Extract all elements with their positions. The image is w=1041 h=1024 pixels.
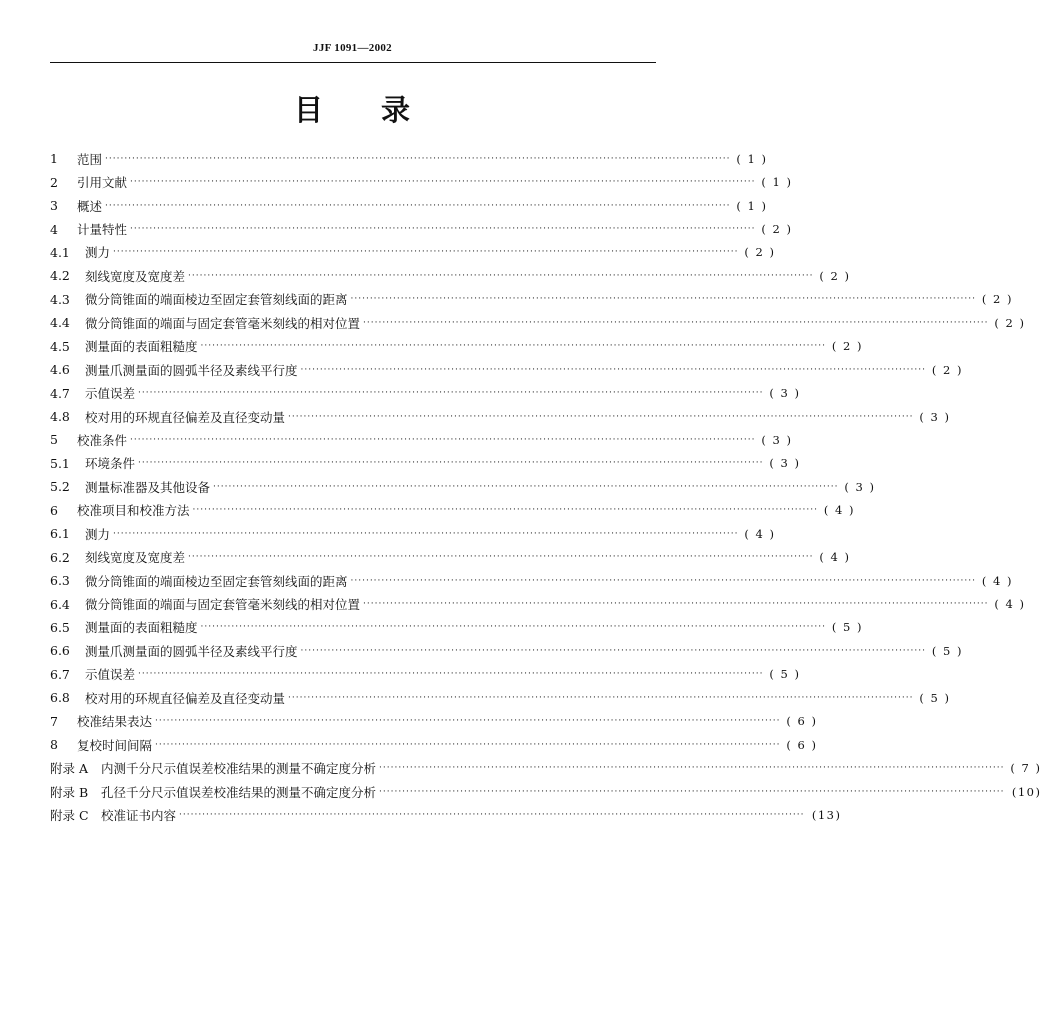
toc-number: 4.5 [50, 338, 70, 354]
toc-entry-5-2[interactable] [50, 475, 876, 498]
toc-leader-dots [201, 622, 826, 632]
toc-leader-dots [188, 552, 813, 562]
toc-leader-dots [351, 576, 976, 586]
toc-page-number: ( 5 ) [919, 690, 951, 705]
toc-number: 7 [50, 713, 58, 729]
toc-leader-dots [130, 224, 755, 234]
toc-label: 测量面的表面粗糙度 [85, 620, 198, 636]
toc-page-number: ( 6 ) [786, 714, 818, 729]
toc-leader-dots [105, 201, 730, 211]
toc-label: 微分筒锥面的端面与固定套管毫米刻线的相对位置 [85, 315, 361, 331]
toc-entry-4-4[interactable] [50, 311, 1026, 334]
toc-entry-4-2[interactable] [50, 264, 851, 287]
toc-label: 测量标准器及其他设备 [85, 479, 211, 495]
toc-entry-1[interactable] [50, 147, 768, 170]
toc-number: 4.6 [50, 362, 70, 378]
toc-page-number: ( 1 ) [736, 151, 768, 166]
toc-number: 5.2 [50, 479, 70, 495]
toc-label: 刻线宽度及宽度差 [85, 550, 186, 566]
toc-label: 示值误差 [85, 386, 136, 402]
toc-page-number: ( 4 ) [823, 503, 855, 518]
title-char-2: 录 [381, 93, 411, 127]
toc-label: 环境条件 [85, 456, 136, 472]
toc-page-number: ( 4 ) [994, 597, 1026, 612]
toc-entry-6-8[interactable] [50, 686, 951, 709]
toc-entry-5-1[interactable] [50, 452, 801, 475]
toc-leader-dots [138, 388, 763, 398]
table-of-contents [50, 147, 1041, 827]
toc-entry-6-1[interactable] [50, 522, 776, 545]
toc-leader-dots [138, 669, 763, 679]
toc-entry-2[interactable] [50, 170, 793, 193]
toc-page-number: (13) [811, 807, 842, 822]
toc-label: 校对用的环规直径偏差及直径变动量 [85, 409, 286, 425]
toc-label: 刻线宽度及宽度差 [85, 268, 186, 284]
toc-entry-7[interactable] [50, 710, 818, 733]
toc-leader-dots [288, 412, 913, 422]
toc-page-number: ( 5 ) [931, 643, 963, 658]
toc-entry-4-5[interactable] [50, 335, 863, 358]
toc-leader-dots [363, 318, 988, 328]
toc-label: 内测千分尺示值误差校准结果的测量不确定度分析 [101, 761, 377, 777]
toc-page-number: ( 4 ) [981, 573, 1013, 588]
toc-entry-4[interactable] [50, 217, 793, 240]
page-title [0, 92, 705, 132]
toc-number: 6 [50, 502, 58, 518]
toc-entry-6-5[interactable] [50, 616, 863, 639]
toc-label: 概述 [77, 198, 103, 214]
toc-page-number: ( 3 ) [919, 409, 951, 424]
toc-page-number: ( 1 ) [736, 198, 768, 213]
toc-label: 引用文献 [77, 175, 128, 191]
toc-number: 6.8 [50, 690, 70, 706]
toc-leader-dots [301, 365, 926, 375]
toc-number: 附录 B [50, 784, 89, 800]
toc-label: 示值误差 [85, 667, 136, 683]
toc-leader-dots [105, 154, 730, 164]
toc-page-number: ( 4 ) [819, 550, 851, 565]
toc-label: 校准结果表达 [77, 714, 153, 730]
toc-page-number: ( 2 ) [931, 362, 963, 377]
toc-leader-dots [130, 177, 755, 187]
toc-label: 校对用的环规直径偏差及直径变动量 [85, 690, 286, 706]
toc-number: 4.3 [50, 291, 70, 307]
toc-label: 测力 [85, 245, 111, 261]
toc-leader-dots [363, 599, 988, 609]
toc-entry-8[interactable] [50, 733, 818, 756]
toc-number: 6.4 [50, 596, 70, 612]
toc-page-number: ( 3 ) [769, 386, 801, 401]
toc-number: 4.7 [50, 385, 70, 401]
toc-label: 孔径千分尺示值误差校准结果的测量不确定度分析 [101, 784, 377, 800]
toc-entry-appendix-b[interactable] [50, 780, 1041, 803]
toc-entry-5[interactable] [50, 428, 793, 451]
toc-label: 校准项目和校准方法 [77, 503, 190, 519]
toc-page-number: ( 5 ) [769, 667, 801, 682]
header-rule [50, 62, 656, 63]
toc-entry-6[interactable] [50, 499, 855, 522]
toc-label: 测量爪测量面的圆弧半径及素线平行度 [85, 643, 298, 659]
toc-number: 6.3 [50, 573, 70, 589]
toc-number: 1 [50, 151, 58, 167]
toc-page-number: ( 3 ) [844, 479, 876, 494]
toc-page-number: ( 1 ) [761, 175, 793, 190]
toc-entry-4-1[interactable] [50, 241, 776, 264]
toc-number: 4 [50, 221, 58, 237]
toc-number: 6.2 [50, 549, 70, 565]
toc-number: 5 [50, 432, 58, 448]
toc-label: 微分筒锥面的端面棱边至固定套管刻线面的距离 [85, 573, 348, 589]
toc-entry-3[interactable] [50, 194, 768, 217]
toc-number: 附录 C [50, 807, 89, 823]
toc-number: 6.7 [50, 666, 70, 682]
toc-page-number: ( 2 ) [761, 222, 793, 237]
toc-entry-6-2[interactable] [50, 545, 851, 568]
toc-page-number: ( 2 ) [819, 268, 851, 283]
toc-label: 微分筒锥面的端面棱边至固定套管刻线面的距离 [85, 292, 348, 308]
toc-number: 4.8 [50, 409, 70, 425]
toc-leader-dots [288, 693, 913, 703]
toc-number: 5.1 [50, 455, 70, 471]
toc-label: 微分筒锥面的端面与固定套管毫米刻线的相对位置 [85, 597, 361, 613]
toc-entry-6-4[interactable] [50, 592, 1026, 615]
toc-label: 计量特性 [77, 222, 128, 238]
toc-leader-dots [213, 482, 838, 492]
toc-entry-4-7[interactable] [50, 381, 801, 404]
toc-entry-6-3[interactable] [50, 569, 1013, 592]
toc-leader-dots [188, 271, 813, 281]
toc-page-number: ( 7 ) [1010, 761, 1041, 776]
toc-number: 4.1 [50, 244, 70, 260]
toc-entry-appendix-c[interactable] [50, 803, 842, 826]
toc-leader-dots [138, 458, 763, 468]
toc-leader-dots [301, 646, 926, 656]
toc-leader-dots [155, 740, 780, 750]
toc-page-number: ( 2 ) [744, 245, 776, 260]
toc-page-number: ( 6 ) [786, 737, 818, 752]
toc-number: 附录 A [50, 761, 89, 777]
toc-entry-6-7[interactable] [50, 663, 801, 686]
toc-leader-dots [130, 435, 755, 445]
toc-page-number: ( 3 ) [761, 432, 793, 447]
toc-number: 4.4 [50, 315, 70, 331]
toc-number: 6.1 [50, 526, 70, 542]
toc-leader-dots [113, 529, 738, 539]
toc-number: 6.5 [50, 619, 70, 635]
toc-label: 测力 [85, 526, 111, 542]
toc-label: 测量面的表面粗糙度 [85, 339, 198, 355]
toc-page-number: ( 4 ) [744, 526, 776, 541]
page-header: JJF 1091—2002 [313, 42, 392, 54]
toc-entry-appendix-a[interactable] [50, 756, 1041, 779]
toc-entry-4-6[interactable] [50, 358, 963, 381]
toc-leader-dots [155, 716, 780, 726]
toc-number: 8 [50, 737, 58, 753]
toc-number: 6.6 [50, 643, 70, 659]
toc-leader-dots [351, 294, 976, 304]
toc-page-number: (10) [1011, 784, 1041, 799]
toc-page-number: ( 2 ) [994, 315, 1026, 330]
toc-page-number: ( 2 ) [831, 339, 863, 354]
toc-page-number: ( 3 ) [769, 456, 801, 471]
toc-leader-dots [379, 787, 1004, 797]
toc-leader-dots [201, 341, 826, 351]
toc-leader-dots [193, 505, 818, 515]
toc-leader-dots [179, 810, 804, 820]
toc-number: 4.2 [50, 268, 70, 284]
toc-entry-4-3[interactable] [50, 288, 1013, 311]
toc-entry-4-8[interactable] [50, 405, 951, 428]
toc-label: 测量爪测量面的圆弧半径及素线平行度 [85, 362, 298, 378]
toc-number: 3 [50, 198, 58, 214]
toc-entry-6-6[interactable] [50, 639, 963, 662]
toc-page-number: ( 2 ) [981, 292, 1013, 307]
title-char-1: 目 [294, 93, 324, 127]
toc-label: 范围 [77, 151, 103, 167]
toc-leader-dots [113, 247, 738, 257]
toc-page-number: ( 5 ) [831, 620, 863, 635]
toc-label: 校准证书内容 [101, 807, 177, 823]
toc-label: 校准条件 [77, 432, 128, 448]
toc-number: 2 [50, 174, 58, 190]
toc-leader-dots [379, 763, 1004, 773]
toc-label: 复校时间间隔 [77, 737, 153, 753]
